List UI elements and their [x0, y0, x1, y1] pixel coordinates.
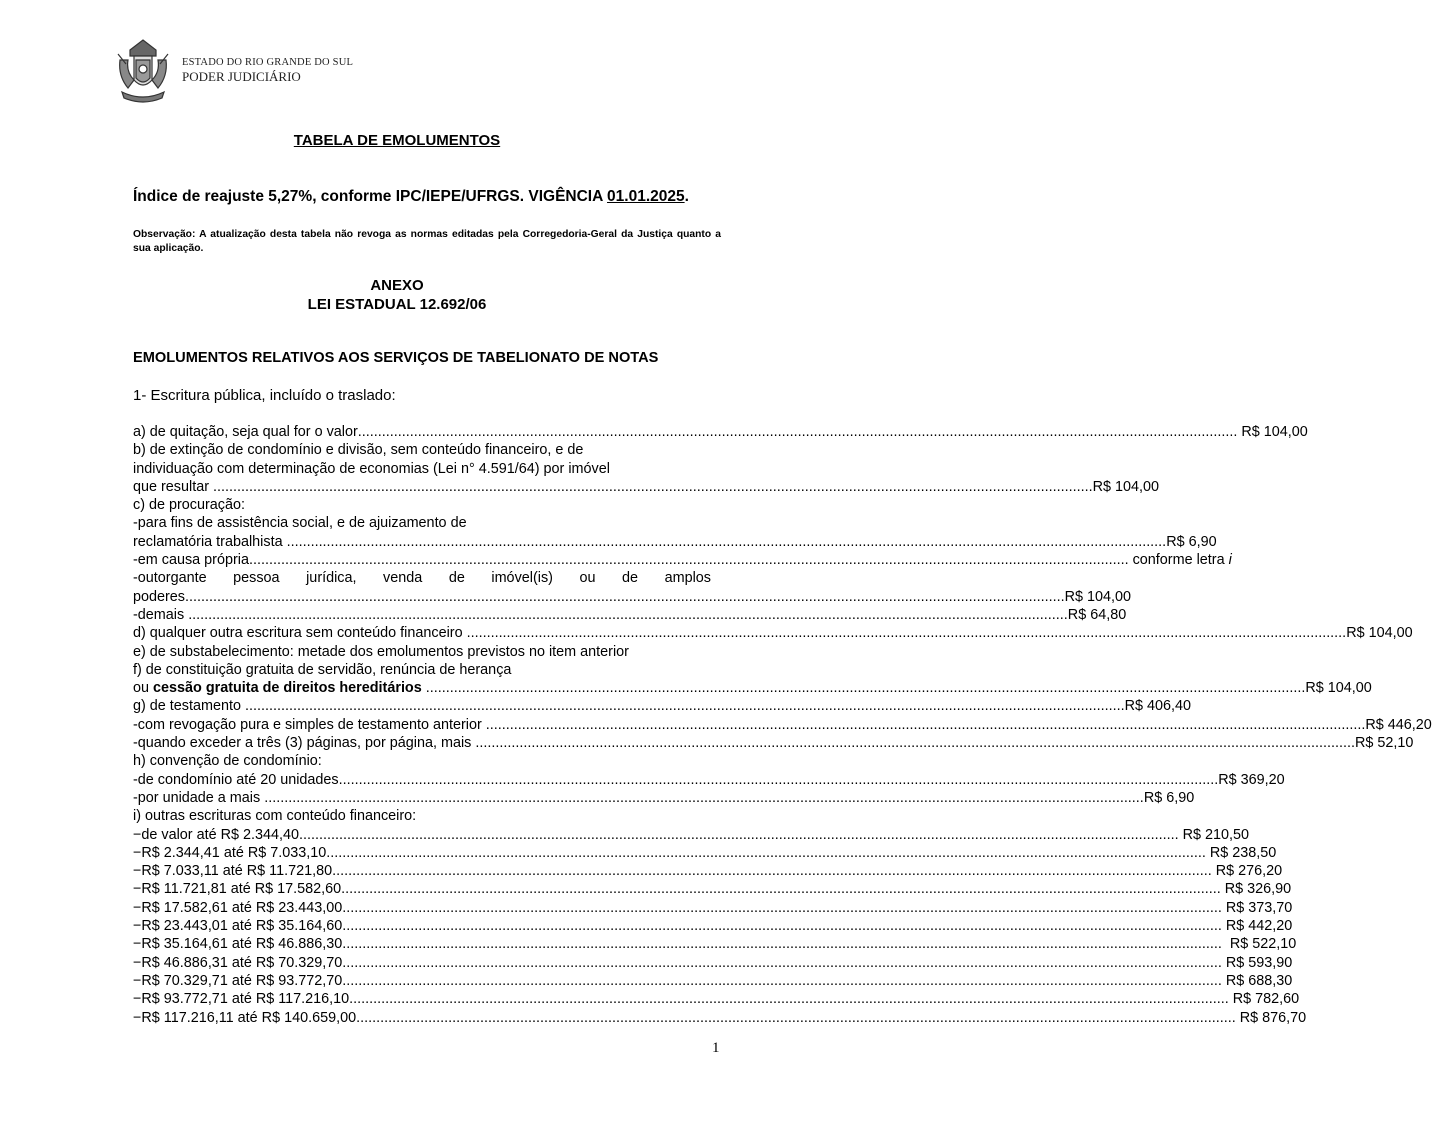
anexo-title: ANEXO	[370, 277, 424, 294]
fee-label: -em causa própria	[133, 552, 249, 569]
fee-value: R$ 6,90	[1143, 789, 1195, 806]
text-line: b) de extinção de condomínio e divisão, sem conteúdo financeiro, e de	[133, 442, 584, 459]
reajuste-date: 01.01.2025	[607, 188, 685, 205]
observation-note: Observação: A atualização desta tabela não revoga as normas editadas pela Corregedoria-Geral da Justiça quanto a sua aplicação.	[133, 229, 721, 254]
fee-line	[133, 606, 1127, 624]
dot-leader: ............................................................................................................................................................................................................................	[338, 771, 1219, 788]
fee-line	[133, 917, 1293, 935]
fee-line	[133, 697, 1192, 715]
fee-value: R$ 64,80	[1067, 606, 1127, 623]
fee-value: R$ 210,50	[1178, 826, 1250, 843]
fee-line	[133, 990, 1300, 1008]
section-intro: 1- Escritura pública, incluído o traslado:	[133, 387, 396, 404]
fee-line	[133, 679, 1372, 697]
document-title: TABELA DE EMOLUMENTOS	[293, 132, 501, 149]
dot-leader: ............................................................................................................................................................................................................................	[342, 972, 1222, 989]
dot-leader: ............................................................................................................................................................................................................................	[357, 424, 1238, 440]
anexo-heading	[0, 276, 794, 314]
fee-line	[133, 789, 1195, 807]
fee-label: que resultar	[133, 478, 213, 495]
fee-label: poderes	[133, 588, 186, 605]
fee-value: R$ 104,00	[1237, 424, 1308, 440]
fee-line	[133, 533, 1217, 551]
dot-leader: ............................................................................................................................................................................................................................	[341, 881, 1221, 898]
fee-line	[133, 880, 1292, 898]
institution-name	[182, 56, 442, 85]
fee-label: −R$ 11.721,81 até R$ 17.582,60	[133, 881, 342, 898]
dot-leader: ............................................................................................................................................................................................................................	[286, 533, 1167, 550]
dot-leader: ............................................................................................................................................................................................................................	[299, 826, 1179, 843]
fee-line	[133, 588, 1132, 606]
fee-value: R$ 104,00	[1092, 478, 1160, 495]
text-line: f) de constituição gratuita de servidão, renúncia de herança	[133, 661, 512, 678]
fee-label-bold: cessão gratuita de direitos hereditários	[153, 680, 422, 697]
fee-label: −de valor até R$ 2.344,40	[133, 826, 300, 843]
dot-leader: ............................................................................................................................................................................................................................	[188, 606, 1068, 623]
dot-leader: ............................................................................................................................................................................................................................	[485, 716, 1366, 733]
fee-line	[133, 826, 1250, 844]
fee-value: R$ 522,10	[1221, 936, 1297, 953]
fee-value: R$ 688,30	[1221, 972, 1293, 989]
dot-leader: ............................................................................................................................................................................................................................	[342, 899, 1222, 916]
dot-leader: ............................................................................................................................................................................................................................	[349, 991, 1229, 1008]
dot-leader: ............................................................................................................................................................................................................................	[342, 918, 1222, 935]
fee-line	[133, 624, 1413, 642]
fee-line	[133, 423, 1308, 441]
text-line: individuação com determinação de economias (Lei n° 4.591/64) por imóvel	[133, 460, 610, 477]
dot-leader: ............................................................................................................................................................................................................................	[466, 625, 1347, 642]
fee-value: R$ 104,00	[1346, 625, 1413, 642]
fee-label: ou	[133, 680, 154, 697]
fee-line	[133, 844, 1277, 862]
institution-state: ESTADO DO RIO GRANDE DO SUL	[182, 57, 354, 68]
section-title: EMOLUMENTOS RELATIVOS AOS SERVIÇOS DE TABELIONATO DE NOTAS	[133, 350, 659, 366]
fee-value: R$ 238,50	[1205, 844, 1277, 861]
fee-line	[133, 478, 1160, 496]
fee-value: R$ 373,70	[1221, 899, 1293, 916]
fee-value: R$ 104,00	[1305, 680, 1372, 697]
fee-label: -por unidade a mais	[133, 789, 265, 806]
fee-value: R$ 442,20	[1221, 918, 1293, 935]
dot-leader: ............................................................................................................................................................................................................................	[326, 844, 1206, 861]
fee-line	[133, 771, 1285, 789]
text-line: c) de procuração:	[133, 497, 245, 514]
dot-leader: ............................................................................................................................................................................................................................	[342, 936, 1222, 953]
dot-leader: ............................................................................................................................................................................................................................	[332, 863, 1212, 880]
fee-label: d) qualquer outra escritura sem conteúdo financeiro	[133, 625, 467, 642]
dot-leader: ............................................................................................................................................................................................................................	[356, 1009, 1236, 1026]
coat-of-arms-icon	[112, 36, 174, 108]
text-line: i) outras escrituras com conteúdo financeiro:	[133, 808, 417, 825]
fee-value: R$ 593,90	[1221, 954, 1293, 971]
fee-value: R$ 6,90	[1166, 533, 1217, 550]
reajuste-notice	[133, 188, 689, 206]
dot-leader: ............................................................................................................................................................................................................................	[245, 698, 1125, 715]
fee-line	[133, 972, 1293, 990]
fee-label: −R$ 23.443,01 até R$ 35.164,60	[133, 918, 343, 935]
fee-label: −R$ 70.329,71 até R$ 93.772,70	[133, 972, 343, 989]
text-line: -outorgante pessoa jurídica, venda de imóvel(is) ou de amplos	[133, 570, 711, 587]
fee-list	[133, 423, 1432, 1027]
text-line: e) de substabelecimento: metade dos emolumentos previstos no item anterior	[133, 643, 629, 660]
reajuste-text: Índice de reajuste 5,27%, conforme IPC/IEPE/UFRGS. VIGÊNCIA	[133, 188, 608, 205]
fee-line	[133, 935, 1297, 953]
fee-label: −R$ 46.886,31 até R$ 70.329,70	[133, 954, 343, 971]
fee-label: -quando exceder a três (3) páginas, por página, mais	[133, 735, 476, 752]
fee-label: -de condomínio até 20 unidades	[133, 771, 339, 788]
fee-label: reclamatória trabalhista	[133, 533, 287, 550]
text-line: h) convenção de condomínio:	[133, 753, 322, 770]
fee-label: −R$ 93.772,71 até R$ 117.216,10	[133, 991, 350, 1008]
dot-leader: ............................................................................................................................................................................................................................	[248, 552, 1129, 569]
fee-value: R$ 782,60	[1228, 991, 1300, 1008]
fee-label: g) de testamento	[133, 698, 245, 715]
dot-leader: ............................................................................................................................................................................................................................	[264, 789, 1144, 806]
dot-leader: ............................................................................................................................................................................................................................	[185, 588, 1065, 605]
fee-line	[133, 551, 1232, 569]
dot-leader: ............................................................................................................................................................................................................................	[213, 478, 1093, 495]
reajuste-end: .	[684, 188, 689, 205]
fee-label: a) de quitação, seja qual for o valor	[133, 424, 358, 440]
text-line: -para fins de assistência social, e de ajuizamento de	[133, 515, 467, 532]
anexo-law: LEI ESTADUAL 12.692/06	[307, 296, 487, 313]
fee-value: conforme letra	[1128, 552, 1229, 569]
fee-value: R$ 276,20	[1211, 863, 1283, 880]
fee-label: −R$ 35.164,61 até R$ 46.886,30	[133, 936, 343, 953]
fee-value: R$ 326,90	[1220, 881, 1292, 898]
dot-leader: ............................................................................................................................................................................................................................	[425, 680, 1306, 697]
fee-label: −R$ 7.033,11 até R$ 11.721,80	[133, 863, 333, 880]
page-number: 1	[712, 1040, 720, 1056]
dot-leader: ............................................................................................................................................................................................................................	[342, 954, 1222, 971]
fee-line	[133, 899, 1293, 917]
institution-branch: PODER JUDICIÁRIO	[182, 69, 301, 84]
fee-value: R$ 52,10	[1354, 735, 1414, 752]
fee-value: R$ 104,00	[1064, 588, 1132, 605]
fee-line	[133, 716, 1432, 734]
fee-label: −R$ 117.216,11 até R$ 140.659,00	[133, 1009, 357, 1026]
fee-line	[133, 862, 1283, 880]
fee-label: −R$ 2.344,41 até R$ 7.033,10	[133, 844, 327, 861]
fee-line	[133, 954, 1293, 972]
fee-line	[133, 734, 1414, 752]
fee-value: R$ 446,20	[1365, 716, 1432, 733]
fee-line	[133, 1009, 1307, 1027]
fee-value-letter: i	[1228, 552, 1232, 569]
dot-leader: ............................................................................................................................................................................................................................	[475, 735, 1355, 752]
fee-label: -demais	[133, 606, 189, 623]
fee-label: -com revogação pura e simples de testamento anterior	[133, 716, 486, 733]
fee-value: R$ 406,40	[1124, 698, 1192, 715]
fee-value: R$ 369,20	[1218, 771, 1285, 788]
fee-value: R$ 876,70	[1235, 1009, 1307, 1026]
fee-label: −R$ 17.582,61 até R$ 23.443,00	[133, 899, 343, 916]
